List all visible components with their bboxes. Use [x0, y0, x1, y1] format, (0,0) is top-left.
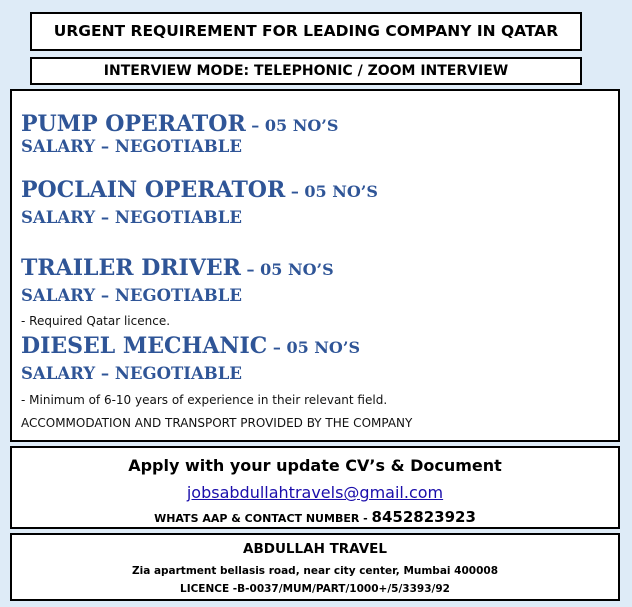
- header-box: [30, 12, 582, 51]
- job-salary: SALARY – NEGOTIABLE: [21, 208, 242, 227]
- job-name: POCLAIN OPERATOR: [21, 177, 286, 203]
- job-title-pump-operator: [21, 111, 338, 137]
- accommodation-note: ACCOMMODATION AND TRANSPORT PROVIDED BY THE COMPANY: [21, 416, 413, 430]
- job-count: – 05 NO’S: [245, 116, 339, 135]
- job-name: PUMP OPERATOR: [21, 111, 246, 137]
- job-count: – 05 NO’S: [285, 182, 378, 201]
- interview-mode-text: INTERVIEW MODE: TELEPHONIC / ZOOM INTERVIEW: [103, 63, 509, 79]
- job-note: - Minimum of 6-10 years of experience in their relevant field.: [21, 393, 388, 407]
- job-salary: SALARY – NEGOTIABLE: [21, 364, 242, 383]
- office-box: [10, 533, 620, 601]
- job-name: DIESEL MECHANIC: [21, 333, 268, 359]
- jobs-box: [10, 89, 620, 442]
- job-salary: SALARY – NEGOTIABLE: [21, 286, 242, 305]
- apply-box: [10, 446, 620, 529]
- agency-address: Zia apartment bellasis road, near city center, Mumbai 400008: [131, 565, 499, 577]
- job-salary: SALARY – NEGOTIABLE: [21, 137, 242, 156]
- job-name: TRAILER DRIVER: [21, 255, 241, 281]
- job-title-diesel-mechanic: [21, 333, 360, 359]
- email-link[interactable]: jobsabdullahtravels@gmail.com: [186, 483, 444, 502]
- job-count: – 05 NO’S: [267, 338, 360, 357]
- agency-name: ABDULLAH TRAVEL: [243, 541, 387, 557]
- contact-label: WHATS AAP & CONTACT NUMBER -: [154, 512, 372, 525]
- interview-mode-box: [30, 57, 582, 85]
- apply-heading: Apply with your update CV’s & Document: [128, 456, 502, 475]
- agency-licence: LICENCE -B-0037/MUM/PART/1000+/5/3393/92: [180, 583, 450, 595]
- contact-number: 8452823923: [371, 508, 476, 526]
- job-title-trailer-driver: [21, 255, 334, 281]
- job-title-poclain-operator: [21, 177, 378, 203]
- page-title: URGENT REQUIREMENT FOR LEADING COMPANY IN QATAR: [53, 22, 559, 40]
- job-count: – 05 NO’S: [240, 260, 334, 279]
- job-note: - Required Qatar licence.: [21, 314, 171, 328]
- contact-line: [12, 508, 618, 526]
